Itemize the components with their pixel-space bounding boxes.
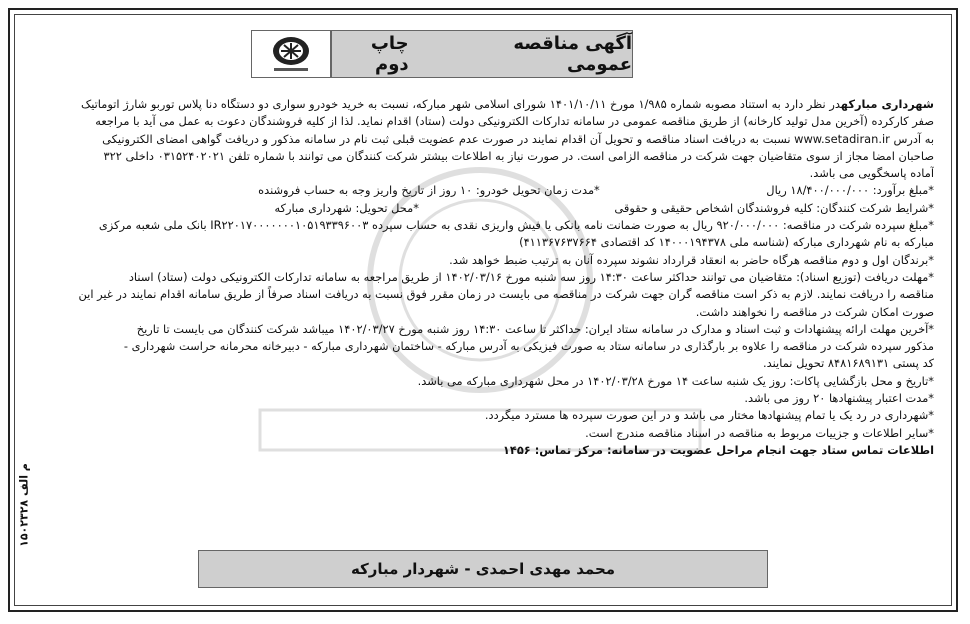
body-line: شهرداری مبارکهدر نظر دارد به استناد مصوبه شماره ۱/۹۸۵ مورخ ۱۴۰۱/۱۰/۱۱ شورای اسلامی شهر مبارکه، نسبت به خرید خودرو سواری دو دستگاه دنا پلاس توربو شارژ اتوماتیک	[81, 97, 934, 111]
body-line: *مدت اعتبار پیشنهادها ۲۰ روز می باشد.	[744, 391, 934, 406]
body-line: *تاریخ و محل بازگشایی پاکات: روز یک شنبه ساعت ۱۴ مورخ ۱۴۰۲/۰۳/۲۸ در محل شهرداری مبارکه می باشد.	[417, 373, 934, 388]
body-line: *سایر اطلاعات و جزییات مربوط به مناقصه در اسناد مناقصه مندرج است.	[585, 425, 934, 440]
body-line: صاحبان امضا مجاز از سوی متقاضیان جهت شرکت در مناقصه الزامی است. در صورت نیاز به اطلاعات بیشتر شرکت کنندگان می توانند با شماره تلفن ۰۳۱۵۲۴۰۲۰۲۱ داخلی ۳۲۲	[103, 148, 934, 163]
body-line: *شهرداری در رد یک یا تمام پیشنهادها مختار می باشد و در این صورت سپرده ها مسترد میگردد.	[484, 408, 934, 423]
municipality-logo	[251, 30, 331, 78]
body-line: صورت امکان شرکت در مناقصه را نخواهند داشت.	[695, 304, 934, 319]
body-line: مناقصه را دریافت نمایند. لازم به ذکر است مناقصه گران جهت شرکت در مناقصه می بایست در زمان مقرر فوق نسبت به دریافت اسناد صرفاً از طریق سامانه اقدام نمایند در غیر این	[78, 287, 934, 302]
header-box	[331, 30, 633, 78]
body-line: صفر کارکرده (آخرین مدل تولید کارخانه) از طریق مناقصه عمومی در سامانه تدارکات الکترونیکی دولت (ستاد) اقدام نماید. لذا از کلیه فروشندگان دعوت به عمل می آید با مراجعه	[95, 114, 934, 129]
announcement-body	[26, 96, 934, 459]
header-title: آگهی مناقصه عمومی	[513, 33, 632, 75]
body-line: *مبلغ برآورد: ۱۸/۴۰۰/۰۰۰/۰۰۰ ریال *مدت زمان تحویل خودرو: ۱۰ روز از تاریخ واریز وجه به حساب فروشنده	[258, 183, 934, 198]
side-code	[4, 420, 44, 590]
body-line: اطلاعات تماس ستاد جهت انجام مراحل عضویت در سامانه: مرکز تماس: ۱۴۵۶	[502, 442, 934, 457]
signature-text: محمد مهدی احمدی - شهردار مبارکه	[350, 560, 616, 578]
body-line: مذکور سپرده شرکت در مناقصه را علاوه بر بارگذاری در سامانه ستاد به صورت فیزیکی به آدرس مبارکه - ساختمان شهرداری مبارکه - دبیرخانه محرمانه حراست شهرداری -	[123, 339, 934, 354]
side-code-text: م الف ۱۵۰۲۳۲۸	[17, 463, 31, 547]
body-line: کد پستی ۸۴۸۱۶۸۹۱۳۱ تحویل نمایند.	[763, 356, 934, 371]
municipality-emblem-icon	[252, 31, 330, 77]
body-line: *مهلت دریافت (توزیع اسناد): متقاضیان می توانند حداکثر ساعت ۱۴:۳۰ روز سه شنبه مورخ ۱۴۰۲/۰۳/۱۶ از طریق مراجعه به سامانه تدارکات الکترونیکی دولت (ستاد) اسناد	[128, 269, 934, 284]
header-edition: چاپ دوم	[370, 33, 409, 75]
body-line: به آدرس www.setadiran.ir نسبت به دریافت اسناد مناقصه و تحویل آن اقدام نمایند در صورت عدم عضویت قبلی ثبت نام در سامانه مذکور و دریافت گواهی امضای الکترونیکی	[102, 131, 934, 146]
body-line: *شرایط شرکت کنندگان: کلیه فروشندگان اشخاص حقیقی و حقوقی *محل تحویل: شهرداری مبارکه	[274, 200, 934, 215]
organization-name: شهرداری مبارکه	[840, 97, 934, 111]
body-line: *آخرین مهلت ارائه پیشنهادات و ثبت اسناد و مدارک در سامانه ستاد ایران: حداکثر تا ساعت ۱۴:۳۰ روز شنبه مورخ ۱۴۰۲/۰۳/۲۷ میباشد شرکت کنندگان می بایست تا تاریخ	[136, 321, 934, 336]
body-line: *مبلغ سپرده شرکت در مناقصه: ۹۲۰/۰۰۰/۰۰۰ ریال به صورت ضمانت نامه بانکی یا فیش واریزی نقدی به حساب سپرده IR۲۲۰۱۷۰۰۰۰۰۰۰۱۰۵۱۹۳۳۹۶۰۰۳ بانک ملی شعبه مرکزی	[98, 218, 934, 233]
body-line: آماده پاسخگویی می باشد.	[809, 166, 934, 181]
body-line: *برندگان اول و دوم مناقصه هرگاه حاضر به انعقاد قرارداد نشوند سپرده آنان به ترتیب ضبط خواهد شد.	[449, 252, 934, 267]
body-line: مبارکه به نام شهرداری مبارکه (شناسه ملی ۱۴۰۰۰۱۹۴۳۷۸ کد اقتصادی ۴۱۱۳۶۷۶۳۷۶۶۴)	[519, 235, 934, 250]
footer-signature-box	[198, 550, 768, 588]
